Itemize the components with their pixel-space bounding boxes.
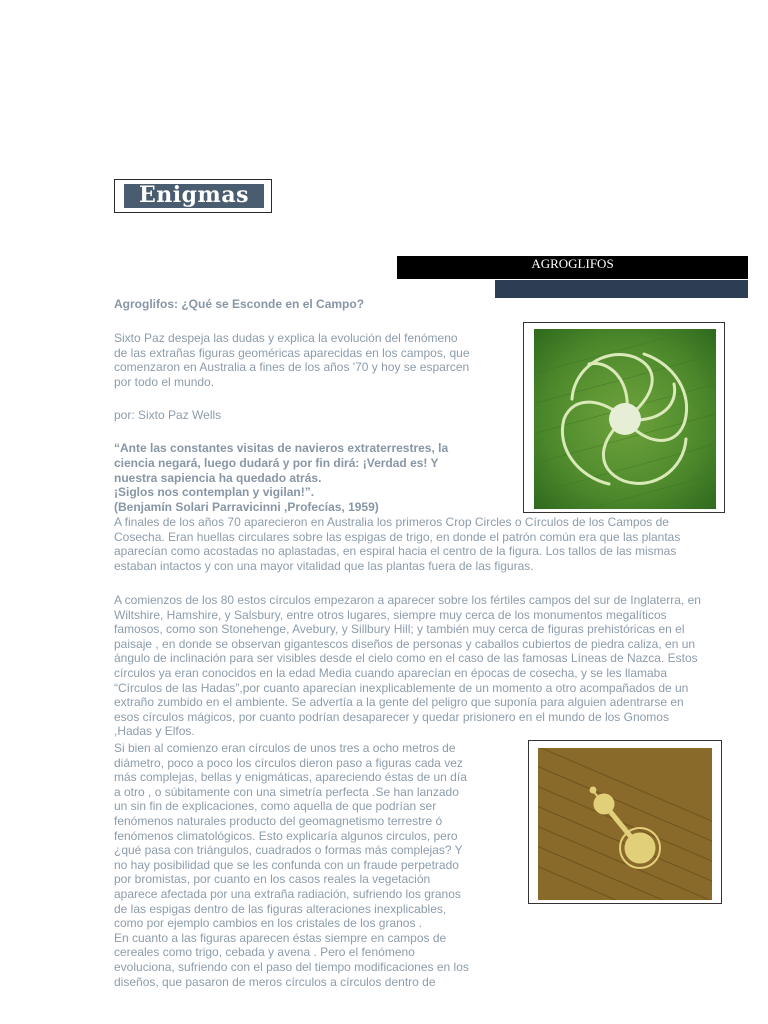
text-line: ¿qué pasa con triángulos, cuadrados o formas más complejas? Y	[114, 843, 463, 858]
text-line: por bromistas, por cuanto en los casos reales la vegetación	[114, 872, 431, 887]
text-line: Sixto Paz despeja las dudas y explica la evolución del fenómeno	[114, 331, 458, 345]
spiral-crop-circle-frame	[523, 322, 725, 513]
text-line: aparecían como acostadas no aplastadas, en espiral hacia el centro de la figura. Los tallos de las mismas	[114, 544, 677, 559]
text-line: no hay posibilidad que se les confunda con un fraude perpetrado	[114, 857, 459, 872]
text-line: “Ante las constantes visitas de navieros extraterrestres, la	[114, 441, 449, 455]
text-line: ¡Siglos nos contemplan y vigilan!”.	[114, 485, 315, 500]
text-line: evoluciona, sufriendo con el paso del tiempo modificaciones en los	[114, 959, 469, 974]
text-line: estaban intactos y con una mayor vitalidad que las plantas fuera de las figuras.	[114, 558, 534, 573]
section-banner	[397, 256, 748, 279]
paragraph-2	[114, 593, 748, 739]
text-line: “Círculos de las Hadas”,por cuanto aparecían inexplicablemente de un momento a otro acompañados de un	[114, 680, 689, 695]
text-line: diámetro, poco a poco los círculos dieron paso a figuras cada vez	[114, 755, 463, 770]
text-line: aparece afectada por una extraña radiación, sufriendo los granos	[114, 886, 461, 901]
pictogram-crop-circle-frame	[528, 740, 722, 904]
text-line: fenómenos naturales producto del geomagnetismo terrestre ó	[114, 813, 443, 828]
paragraph-1	[114, 515, 730, 573]
text-line: Wiltshire, Hamshire, y Salsbury, entre otros lugares, siempre muy cerca de los monumentos megalíticos	[114, 607, 667, 622]
text-line: fenómenos climatológicos. Esto explicaría algunos circulos, pero	[114, 828, 458, 843]
article-headline: Agroglifos: ¿Qué se Esconde en el Campo?	[114, 297, 365, 311]
pictogram-crop-circle-icon	[538, 748, 712, 900]
text-line: Cosecha. Eran huellas circulares sobre las espigas de trigo, en donde el patrón común era que las plantas	[114, 529, 681, 544]
text-line: extraño zumbido en el ambiente. Se advertía a la gente del peligro que suponía para alguien adentrarse en	[114, 695, 684, 710]
article-quote	[114, 441, 494, 515]
text-line: Si bien al comienzo eran círculos de unos tres a ocho metros de	[114, 741, 456, 755]
text-line: A finales de los años 70 aparecieron en Australia los primeros Crop Circles o Círculos de los Campos de	[114, 515, 669, 529]
text-line: cereales como trigo, cebada y avena . Pero el fenómeno	[114, 945, 415, 960]
text-line: círculos ya eran conocidos en la edad Media cuando aparecían en épocas de cosecha, y se les llamaba	[114, 665, 668, 680]
logo-background	[124, 184, 264, 208]
text-line: a otro , o súbitamente con una simetría perfecta .Se han lanzado	[114, 784, 459, 799]
text-line: famosos, como son Stonehenge, Avebury, y Sillbury Hill; y también muy cerca de figuras prehistóricas en el	[114, 622, 685, 637]
text-line: ,Hadas y Elfos.	[114, 724, 195, 739]
text-line: nuestra sapiencia ha quedado atrás.	[114, 470, 322, 485]
text-line: de las extrañas figuras geoméricas aparecidas en los campos, que	[114, 345, 470, 360]
spiral-crop-circle-icon	[534, 329, 716, 509]
text-line: En cuanto a las figuras aparecen éstas siempre en campos de	[114, 930, 447, 945]
text-line: de las espigas dentro de las figuras alteraciones inexplicables,	[114, 901, 447, 916]
article-intro	[114, 331, 504, 389]
text-line: más complejas, bellas y enigmáticas, apareciendo éstas de un día	[114, 770, 467, 785]
text-line: paisaje , en donde se observan gigantescos diseños de personas y caballos cubiertos de piedra caliza, en un	[114, 636, 696, 651]
site-logo	[114, 179, 272, 213]
text-line: ciencia negará, luego dudará y por fin dirá: ¡Verdad es! Y	[114, 455, 439, 470]
section-title: AGROGLIFOS	[531, 256, 614, 271]
text-line: comenzaron en Australia a fines de los años '70 y hoy se esparcen	[114, 360, 470, 375]
text-line: (Benjamín Solari Parravicinni ,Profecías, 1959)	[114, 500, 379, 515]
text-line: por todo el mundo.	[114, 374, 215, 389]
paragraph-3	[114, 741, 500, 989]
article-byline: por: Sixto Paz Wells	[114, 408, 222, 422]
text-line: como por ejemplo cambios en los cristales de los granos .	[114, 916, 423, 931]
text-line: esos círculos mágicos, por cuanto podrían desaparecer y quedar prisionero en el mundo de los Gnomos	[114, 709, 669, 724]
banner-accent-bar	[495, 280, 748, 298]
text-line: un sin fin de explicaciones, como aquella de que podrían ser	[114, 799, 437, 814]
logo-text: Enigmas	[139, 182, 249, 208]
text-line: diseños, que pasaron de meros círculos a círculos dentro de	[114, 974, 436, 989]
text-line: ángulo de inclinación para ser visibles desde el cielo como en el caso de las famosas Líneas de Nazca. Estos	[114, 651, 698, 666]
text-line: A comienzos de los 80 estos círculos empezaron a aparecer sobre los fértiles campos del sur de Inglaterra, en	[114, 593, 701, 607]
